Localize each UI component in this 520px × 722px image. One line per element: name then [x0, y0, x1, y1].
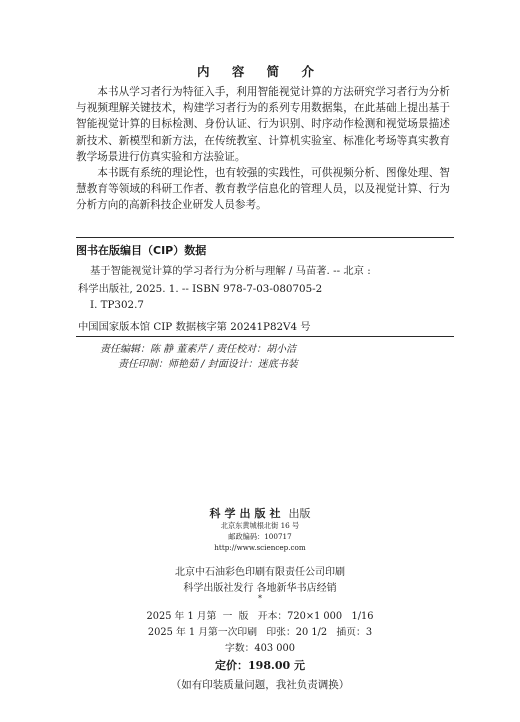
editor-credits: 责任编辑：陈 静 董素芹 / 责任校对：胡小洁 [100, 344, 297, 355]
printer-info: 北京中石油彩色印刷有限责任公司印刷 [175, 567, 345, 578]
cip-top-rule [76, 237, 454, 238]
publisher-website: http://www.sciencep.com [214, 543, 306, 552]
publisher-postcode: 邮政编码：100717 [228, 532, 292, 541]
summary-paragraph: 本书既有系统的理论性，也有较强的实践性，可供视频分析、图像处理、智慧教育等领域的科研工作者、教育教学信息化的管理人员，以及视觉计算、行为分析方向的高新科技企业研发人员参考。 [76, 167, 450, 212]
cip-heading: 图书在版编目（CIP）数据 [76, 244, 207, 257]
printing-info: 2025 年 1 月第一次印刷 印张：20 1/2 插页：3 [147, 627, 373, 638]
separator-star: * [258, 594, 262, 603]
quality-note: （如有印装质量问题，我社负责调换） [170, 679, 350, 691]
word-count: 字数：403 000 [225, 643, 295, 654]
publisher-suffix: 出版 [288, 507, 311, 520]
production-credits: 责任印制：师艳茹 / 封面设计：迷底书装 [118, 359, 298, 370]
cip-publisher-line: 科学出版社, 2025. 1. -- ISBN 978-7-03-080705-2 [78, 283, 323, 295]
summary-title: 内 容 简 介 [196, 64, 324, 79]
cip-title-line: 基于智能视觉计算的学习者行为分析与理解 / 马苗著. -- 北京 : [90, 265, 371, 277]
cip-classification: Ⅰ. TP302.7 [90, 299, 144, 311]
distribution-info: 科学出版社发行 各地新华书店经销 [183, 583, 337, 594]
cip-record-number: 中国国家版本馆 CIP 数据核字第 20241P82V4 号 [78, 321, 311, 333]
publisher-line [0, 505, 520, 521]
edition-info: 2025 年 1 月第 一 版 开本：720×1 000 1/16 [146, 611, 374, 622]
cip-bottom-rule [76, 336, 454, 337]
publisher-address: 北京东黄城根北街 16 号 [220, 521, 300, 530]
summary-body [76, 84, 450, 214]
summary-paragraph: 本书从学习者行为特征入手，利用智能视觉计算的方法研究学习者行为分析与视频理解关键技术，构建学习者行为的系列专用数据集，在此基础上提出基于智能视觉计算的目标检测、身份认证、行为识别、时序动作检测和视觉场景描述新技术、新模型和新方法，在传统教室、计算机实验室、标准化考场等真实教育教学场景进行仿真实验和方法验证。 [76, 86, 450, 163]
publisher-logo: 科学出版社 [209, 507, 285, 520]
price: 定价：198.00 元 [215, 659, 305, 672]
